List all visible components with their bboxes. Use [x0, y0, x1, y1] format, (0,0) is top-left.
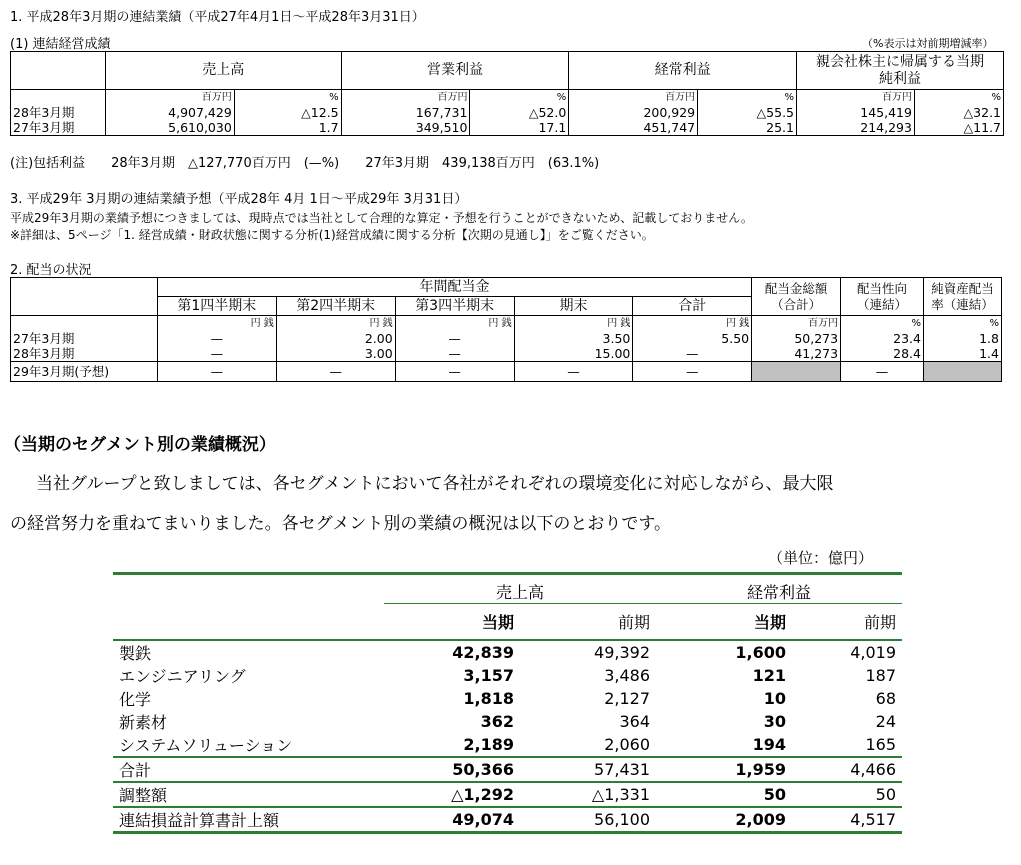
cell: 17.1 — [470, 120, 569, 136]
unit-yensen: 円 銭 — [276, 316, 395, 332]
table-row — [113, 733, 902, 757]
cell: 5,610,030 — [105, 120, 234, 136]
corner-cell — [11, 278, 158, 316]
unit-pct: % — [470, 90, 569, 106]
cell: 362 — [480, 711, 514, 731]
cell: 50,366 — [384, 757, 520, 782]
table-row — [11, 331, 1002, 346]
cell: 349,510 — [341, 120, 470, 136]
cell: △12.5 — [234, 105, 341, 120]
unit-yensen: 円 銭 — [514, 316, 633, 332]
header-year-end: 期末 — [514, 297, 633, 316]
segment-label: 新素材 — [119, 712, 168, 732]
segment-label: 調整額 — [113, 782, 384, 807]
header-operating-profit: 営業利益 — [341, 52, 569, 90]
header-annual-dividend: 年間配当金 — [157, 278, 751, 297]
cell: 3,486 — [604, 665, 650, 685]
cell: 42,839 — [384, 640, 520, 664]
segment-label: システムソリューション — [119, 735, 293, 755]
cell: 200,929 — [569, 105, 698, 120]
segment-unit: （単位：億円） — [768, 549, 874, 567]
table-row — [11, 346, 1002, 362]
table-row — [113, 640, 902, 664]
cell: 1.7 — [234, 120, 341, 136]
cell: 167,731 — [341, 105, 470, 120]
unit-pct: % — [698, 90, 797, 106]
cell: 30 — [763, 711, 786, 731]
cell: — — [395, 331, 514, 346]
cell: 1,959 — [656, 757, 792, 782]
cell: △32.1 — [914, 105, 1003, 120]
row-label: 29年3月期(予想) — [11, 362, 158, 382]
cell: — — [633, 346, 752, 362]
header-net-profit-line1: 親会社株主に帰属する当期 — [816, 53, 984, 70]
cell: 15.00 — [514, 346, 633, 362]
cell: 2,060 — [604, 734, 650, 754]
comprehensive-income-note: (注)包括利益 28年3月期 △127,770百万円 (—%) 27年3月期 439,138百万円 (63.1%) — [10, 156, 600, 171]
header-equity-line2: 率（連結） — [931, 296, 994, 312]
section1-title: 1. 平成28年3月期の連結業績（平成27年4月1日～平成28年3月31日） — [10, 10, 425, 25]
cell: 4,019 — [792, 640, 902, 664]
cell: — — [633, 362, 752, 382]
cell: 2,009 — [656, 807, 792, 833]
segment-paragraph-line1: 当社グループと致しましては、各セグメントにおいて各社がそれぞれの環境変化に対応しながら、最大限 — [36, 474, 834, 494]
unit-yen: 百万円 — [797, 90, 915, 106]
header-previous: 前期 — [863, 612, 896, 632]
cell: 145,419 — [797, 105, 915, 120]
cell: 4,907,429 — [105, 105, 234, 120]
row-label: 28年3月期 — [11, 105, 106, 120]
header-net-profit-line2: 純利益 — [879, 70, 921, 87]
cell: 3.00 — [276, 346, 395, 362]
cell: 451,747 — [569, 120, 698, 136]
section2-title: 2. 配当の状況 — [10, 263, 92, 278]
row-label: 27年3月期 — [11, 120, 106, 136]
cell: 3.50 — [514, 331, 633, 346]
cell: 4,517 — [792, 807, 902, 833]
cell: 194 — [752, 734, 786, 754]
cell: 364 — [619, 711, 650, 731]
section3-line1: 平成29年3月期の業績予想につきましては、現時点では当社として合理的な算定・予想を行うことができないため、記載しておりません。 — [10, 211, 753, 225]
cell: — — [276, 362, 395, 382]
consolidated-row — [113, 807, 902, 833]
cell: 68 — [875, 688, 896, 708]
cell: △1,292 — [384, 782, 520, 807]
cell: △11.7 — [914, 120, 1003, 136]
segment-table — [113, 572, 902, 834]
cell: 25.1 — [698, 120, 797, 136]
cell: 49,074 — [384, 807, 520, 833]
cell: 214,293 — [797, 120, 915, 136]
unit-yensen: 円 銭 — [157, 316, 276, 332]
header-payout-ratio — [841, 278, 924, 316]
header-payout-line2: （連結） — [857, 296, 908, 312]
cell: 3,157 — [463, 665, 514, 685]
header-equity-ratio — [924, 278, 1002, 316]
cell: △1,331 — [520, 782, 656, 807]
unit-pct: % — [234, 90, 341, 106]
unit-pct: % — [914, 90, 1003, 106]
unit-pct: % — [841, 316, 924, 332]
header-q3: 第3四半期末 — [395, 297, 514, 316]
row-label: 28年3月期 — [11, 346, 158, 362]
table-row — [113, 710, 902, 733]
cell: 23.4 — [841, 331, 924, 346]
header-payout-line1: 配当性向 — [857, 280, 908, 296]
cell: 165 — [865, 734, 896, 754]
adjustment-row — [113, 782, 902, 807]
dividend-table — [10, 277, 1002, 382]
segment-label: 連結損益計算書計上額 — [113, 807, 384, 833]
header-equity-line1: 純資産配当 — [931, 280, 994, 296]
header-net-profit — [797, 52, 1004, 90]
header-total-dividend-line1: 配当金総額 — [764, 280, 828, 296]
header-total: 合計 — [633, 297, 752, 316]
section3-title: 3. 平成29年 3月期の連結業績予想（平成28年 4月 1日～平成29年 3月31日） — [10, 192, 468, 207]
cell: 50 — [656, 782, 792, 807]
segment-paragraph-line2: の経営努力を重ねてまいりました。各セグメント別の業績の概況は以下のとおりです。 — [10, 514, 672, 534]
cell: 24 — [875, 711, 896, 731]
corner-cell — [11, 52, 106, 90]
segment-label: 化学 — [119, 689, 152, 709]
cell: 41,273 — [752, 346, 841, 362]
cell: 121 — [752, 665, 786, 685]
table-row — [11, 362, 1002, 382]
cell: △52.0 — [470, 105, 569, 120]
cell: 49,392 — [520, 640, 656, 664]
cell: — — [395, 346, 514, 362]
unit-yen: 百万円 — [569, 90, 698, 106]
unit-yen: 百万円 — [105, 90, 234, 106]
cell: 28.4 — [841, 346, 924, 362]
cell: 1.8 — [924, 331, 1002, 346]
segment-label: 製鉄 — [113, 640, 384, 664]
unit-yen: 百万円 — [341, 90, 470, 106]
segment-label: 合計 — [113, 757, 384, 782]
section3-line2: ※詳細は、5ページ「1. 経営成績・財政状態に関する分析(1)経営成績に関する分析【次期の見通し】」をご覧ください。 — [10, 228, 654, 242]
results-table — [10, 51, 1004, 136]
header-current: 当期 — [753, 612, 786, 632]
cell: 50 — [792, 782, 902, 807]
table-row — [11, 120, 1004, 136]
total-row — [113, 757, 902, 782]
header-q1: 第1四半期末 — [157, 297, 276, 316]
cell: 4,466 — [792, 757, 902, 782]
cell: 10 — [763, 688, 786, 708]
cell: 50,273 — [752, 331, 841, 346]
cell: 56,100 — [520, 807, 656, 833]
segment-heading: （当期のセグメント別の業績概況） — [4, 435, 276, 455]
cell: — — [841, 362, 924, 382]
unit-pct: % — [924, 316, 1002, 332]
cell: △55.5 — [698, 105, 797, 120]
cell: 2.00 — [276, 331, 395, 346]
header-total-dividend — [752, 278, 841, 316]
cell: — — [157, 346, 276, 362]
cell: — — [395, 362, 514, 382]
cell: 2,127 — [604, 688, 650, 708]
row-label: 27年3月期 — [11, 331, 158, 346]
cell: 1,600 — [656, 640, 792, 664]
header-ordinary-profit: 経常利益 — [569, 52, 797, 90]
cell: 1,818 — [463, 688, 514, 708]
cell: 1.4 — [924, 346, 1002, 362]
cell: — — [157, 362, 276, 382]
header-segment-profit: 経常利益 — [656, 574, 902, 604]
table-row — [113, 687, 902, 710]
segment-label: エンジニアリング — [119, 666, 246, 686]
header-segment-sales: 売上高 — [384, 574, 656, 604]
shaded-cell — [752, 362, 841, 382]
section1-subtitle: (1) 連結経営成績 — [10, 37, 111, 52]
table-row — [113, 664, 902, 687]
cell: 5.50 — [633, 331, 752, 346]
cell: 2,189 — [463, 734, 514, 754]
cell: — — [514, 362, 633, 382]
table-row — [11, 105, 1004, 120]
unit-million: 百万円 — [752, 316, 841, 332]
unit-yensen: 円 銭 — [633, 316, 752, 332]
header-q2: 第2四半期末 — [276, 297, 395, 316]
header-previous: 前期 — [617, 612, 650, 632]
cell: — — [157, 331, 276, 346]
shaded-cell — [924, 362, 1002, 382]
header-sales: 売上高 — [105, 52, 341, 90]
cell: 187 — [865, 665, 896, 685]
unit-yensen: 円 銭 — [395, 316, 514, 332]
cell: 57,431 — [520, 757, 656, 782]
header-current: 当期 — [481, 612, 514, 632]
section1-note: （%表示は対前期増減率） — [862, 37, 994, 50]
header-total-dividend-line2: （合計） — [771, 296, 822, 312]
